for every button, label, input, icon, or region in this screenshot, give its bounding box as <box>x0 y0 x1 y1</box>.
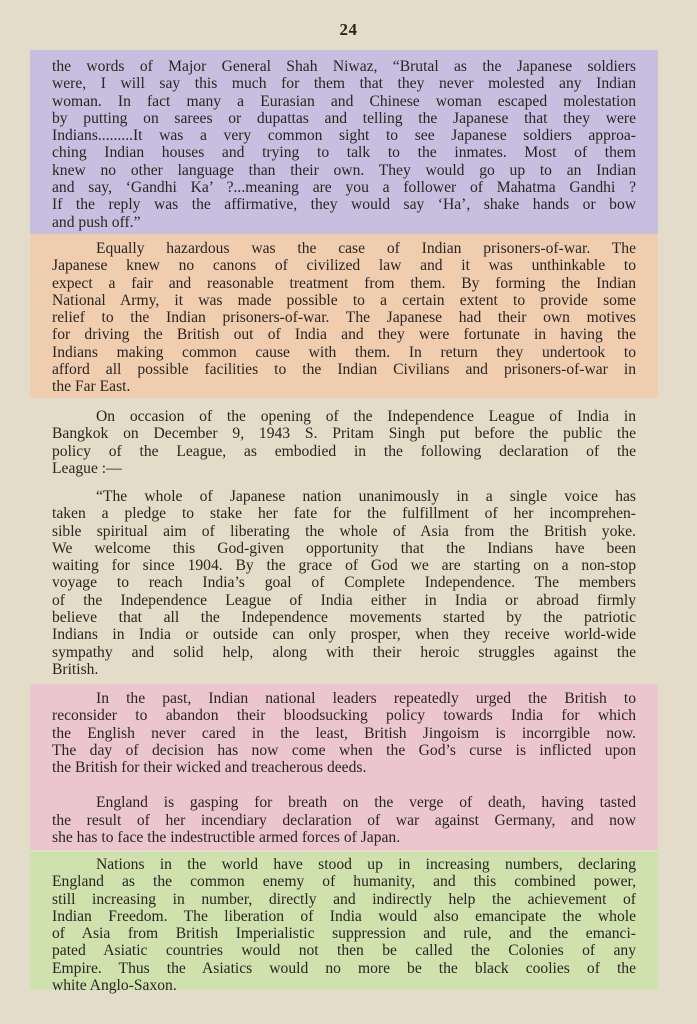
paragraph-prisoners-of-war <box>30 234 658 398</box>
text-line: and push off.” <box>52 213 141 231</box>
text-line: If the reply was the affirmative, they would say ‘Ha’, shake hands or bow <box>52 196 636 214</box>
text-line: Nations in the world have stood up in increasing numbers, declaring <box>96 856 636 873</box>
text-line: On occasion of the opening of the Independence League of India in <box>96 408 636 425</box>
text-line: woman. In fact many a Eurasian and Chinese woman escaped molestation <box>52 92 636 110</box>
text-line: Indians.........It was a very common sight to see Japanese soldiers approa- <box>52 127 636 145</box>
text-line: of the Independence League of India either in India or abroad firmly <box>52 591 636 609</box>
text-line: Indians making common cause with them. In return they undertook to <box>52 343 636 361</box>
page-number: 24 <box>339 20 358 39</box>
text-line: white Anglo-Saxon. <box>52 977 177 995</box>
text-line: Indian Freedom. The liberation of India would also emancipate the whole <box>52 907 636 925</box>
text-line: and say, ‘Gandhi Ka’ ?...meaning are you a follower of Mahatma Gandhi ? <box>52 179 636 197</box>
text-line: pated Asiatic countries would not then be called the Colonies of any <box>52 942 636 960</box>
text-line: relief to the Indian prisoners-of-war. The Japanese had their own motives <box>52 309 636 327</box>
text-line: England as the common enemy of humanity, and this combined power, <box>52 873 636 891</box>
text-line: the British for their wicked and treacherous deeds. <box>52 759 367 777</box>
text-line: England is gasping for breath on the verge of death, having tasted <box>96 794 636 812</box>
paragraph-bangkok-opening <box>30 408 658 484</box>
text-line: expect a fair and reasonable treatment from them. By forming the Indian <box>52 274 636 292</box>
text-line: still increasing in number, directly and indirectly help the achievement of <box>52 890 636 908</box>
text-line: National Army, it was made possible to a certain extent to provide some <box>52 291 636 309</box>
text-line: the Far East. <box>52 378 131 396</box>
text-line: ching Indian houses and trying to talk to the inmates. Most of them <box>52 144 636 162</box>
text-line: Bangkok on December 9, 1943 S. Pritam Singh put before the public the <box>52 425 636 443</box>
text-line: taken a pledge to stake her fate for the fulfillment of her incomprehen- <box>52 505 636 523</box>
paragraph-nations-of-world <box>30 852 658 995</box>
text-line: sympathy and solid help, along with their heroic struggles against the <box>52 643 636 661</box>
text-line: voyage to reach India’s goal of Complete Independence. The members <box>52 574 636 592</box>
text-line: Indians in India or outside can only prosper, when they receive world-wide <box>52 626 636 644</box>
text-line: Empire. Thus the Asiatics would no more be the black coolies of the <box>52 959 636 977</box>
text-line: We welcome this God-given opportunity that the Indians have been <box>52 539 636 557</box>
text-line: believe that all the Independence movements started by the patriotic <box>52 609 636 627</box>
paragraph-indian-leaders <box>30 684 658 850</box>
text-line: Japanese knew no canons of civilized law and it was unthinkable to <box>52 257 636 275</box>
text-line: she has to face the indestructible armed forces of Japan. <box>52 829 401 847</box>
text-line: the result of her incendiary declaration of war against Germany, and now <box>52 811 636 829</box>
text-line: were, I will say this much for them that they never molested any Indian <box>52 75 636 93</box>
text-line: the English never cared in the least, British Jingoism is incorrgible now. <box>52 724 636 742</box>
text-line: of Asia from British Imperialistic suppression and rule, and the emanci- <box>52 925 636 943</box>
text-line: the words of Major General Shah Niwaz, “Brutal as the Japanese soldiers <box>52 58 636 75</box>
text-line: afford all possible facilities to the Indian Civilians and prisoners-of-war in <box>52 361 636 379</box>
text-line: sible spiritual aim of liberating the whole of Asia from the British yoke. <box>52 522 636 540</box>
text-line: In the past, Indian national leaders repeatedly urged the British to <box>96 690 636 707</box>
text-line: policy of the League, as embodied in the following declaration of the <box>52 442 636 460</box>
text-line: reconsider to abandon their bloodsucking policy towards India for which <box>52 707 636 725</box>
text-line: “The whole of Japanese nation unanimously in a single voice has <box>96 488 636 505</box>
text-line: Equally hazardous was the case of Indian prisoners-of-war. The <box>96 240 636 257</box>
text-line: British. <box>52 660 99 678</box>
text-line: League :— <box>52 459 122 477</box>
paragraph-shah-niwaz-quote <box>30 50 658 234</box>
paragraph-declaration <box>30 488 658 680</box>
text-line: waiting for since 1904. By the grace of God we are starting on a non-stop <box>52 557 636 575</box>
text-line: by putting on sarees or dupattas and telling the Japanese that they were <box>52 109 636 127</box>
text-line: for driving the British out of India and they were fortunate in having the <box>52 326 636 344</box>
text-line: knew no other language than their own. They would go up to an Indian <box>52 161 636 179</box>
text-line: The day of decision has now come when the God’s curse is inflicted upon <box>52 741 636 759</box>
